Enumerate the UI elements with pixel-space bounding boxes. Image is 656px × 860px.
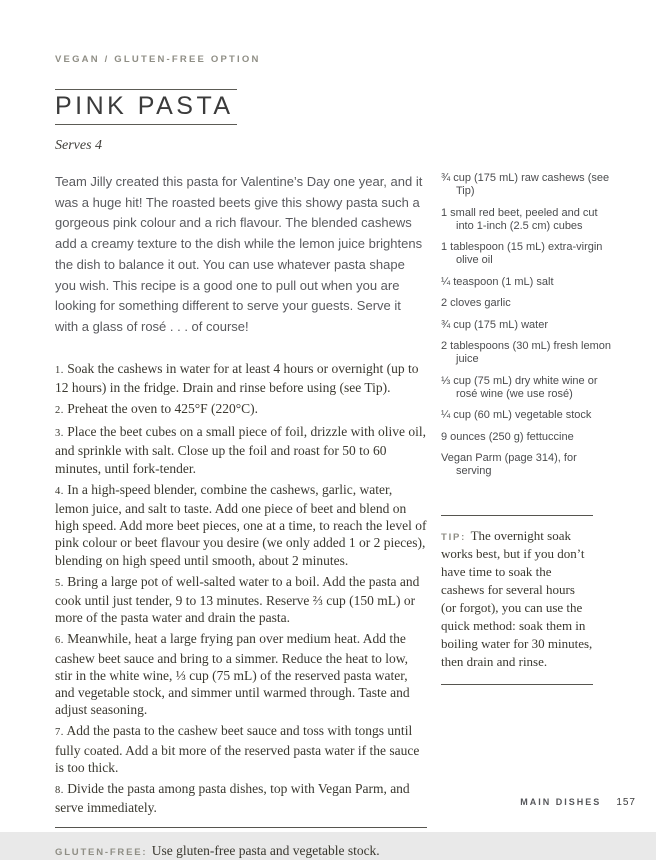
recipe-step <box>55 360 427 396</box>
dietary-tag: VEGAN / GLUTEN-FREE OPTION <box>55 54 261 65</box>
title-block <box>55 89 613 125</box>
ingredient-item: 1 tablespoon (15 mL) extra-virgin olive oil <box>441 241 603 266</box>
ingredient-item: 9 ounces (250 g) fettuccine <box>441 430 574 443</box>
step-text: In a high-speed blender, combine the cashews, garlic, water, lemon juice, and salt to taste. Add one piece of beet and blend on high speed. Add more beet pieces, one at a time, to reach the level of pink colour or beet flavour you desire (we only added 1 or 2 pieces), blending on high speed until smooth, about 2 minutes. <box>55 481 427 568</box>
ingredients-column <box>441 172 613 860</box>
recipe-step <box>55 481 427 569</box>
step-number: 6. <box>55 635 64 647</box>
ingredient-item: ¾ cup (175 mL) raw cashews (see Tip) <box>441 172 610 197</box>
ingredient-item: ¼ teaspoon (1 mL) salt <box>441 275 554 288</box>
intro-paragraph: Team Jilly created this pasta for Valentine’s Day one year, and it was a huge hit! The roasted beets give this showy pasta such a gorgeous pink colour and a rich flavour. The blended cashews add a creamy texture to the dish while the lemon juice brightens the dish to balance it out. You can use whatever pasta shape you wish. This recipe is a good one to pull out when you are looking for something different to serve your guests. Serve it with a glass of rosé . . . of course! <box>55 174 423 334</box>
ingredient-item: Vegan Parm (page 314), for serving <box>441 452 577 477</box>
page-number: 157 <box>616 797 636 808</box>
page-footer <box>520 797 636 808</box>
recipe-step <box>55 630 427 718</box>
ingredient-item: ⅓ cup (75 mL) dry white wine or rosé wine (we use rosé) <box>441 374 598 400</box>
recipe-step <box>55 423 427 477</box>
divider <box>55 827 427 828</box>
ingredient-item: ¼ cup (60 mL) vegetable stock <box>441 409 592 421</box>
steps-list <box>55 360 427 817</box>
step-text: Divide the pasta among pasta dishes, top with Vegan Parm, and serve immediately. <box>55 781 410 816</box>
step-number: 1. <box>55 364 64 376</box>
ingredient-item: 2 cloves garlic <box>441 297 511 309</box>
step-number: 4. <box>55 485 64 497</box>
ingredient-item: ¾ cup (175 mL) water <box>441 318 548 331</box>
method-column <box>55 172 427 860</box>
step-text: Bring a large pot of well-salted water to a boil. Add the pasta and cook until just tender, 9 to 13 minutes. Reserve ⅔ cup (150 mL) or more of the pasta water and drain the pasta. <box>55 573 420 626</box>
ingredients-list <box>441 172 613 478</box>
gluten-free-text: Use gluten-free pasta and vegetable stock. <box>151 842 380 858</box>
step-text: Meanwhile, heat a large frying pan over medium heat. Add the cashew beet sauce and bring to a simmer. Reduce the heat to low, stir in the white wine, ⅓ cup (75 mL) of the reserved pasta water, and vegetable stock, and simmer until warmed through. Taste and adjust seasoning. <box>55 631 410 718</box>
ingredient-item: 2 tablespoons (30 mL) fresh lemon juice <box>441 340 611 365</box>
gluten-free-note <box>55 842 427 860</box>
step-number: 7. <box>55 727 64 739</box>
tip-label: TIP: <box>441 532 467 543</box>
step-text: Add the pasta to the cashew beet sauce and toss with tongs until fully coated. Add a bit more of the reserved pasta water if the sauce is too thick. <box>55 723 420 775</box>
recipe-step <box>55 400 427 419</box>
gluten-free-label: GLUTEN-FREE: <box>55 846 148 858</box>
recipe-step <box>55 722 427 776</box>
recipe-step <box>55 780 427 816</box>
tip-text: The overnight soak works best, but if you don’t have time to soak the cashews for several hours (or forgot), you can use the quick method: soak them in boiling water for 30 minutes, then drain and rinse. <box>441 528 593 669</box>
step-number: 8. <box>55 785 64 797</box>
tip-box <box>441 515 593 685</box>
serves-note: Serves 4 <box>55 138 103 153</box>
ingredient-item: 1 small red beet, peeled and cut into 1-inch (2.5 cm) cubes <box>441 206 598 232</box>
step-number: 5. <box>55 577 64 589</box>
recipe-step <box>55 573 427 627</box>
step-number: 2. <box>55 405 64 417</box>
step-text: Place the beet cubes on a small piece of foil, drizzle with olive oil, and sprinkle with salt. Close up the foil and roast for 50 to 60 minutes, until fork-tender. <box>55 424 427 476</box>
step-text: Soak the cashews in water for at least 4 hours or overnight (up to 12 hours) in the fridge. Drain and rinse before using (see Tip). <box>55 360 419 395</box>
content-columns <box>55 172 613 860</box>
section-label: MAIN DISHES <box>520 797 602 807</box>
step-text: Preheat the oven to 425°F (220°C). <box>67 401 259 417</box>
page-title: PINK PASTA <box>55 89 237 125</box>
step-number: 3. <box>55 428 64 440</box>
